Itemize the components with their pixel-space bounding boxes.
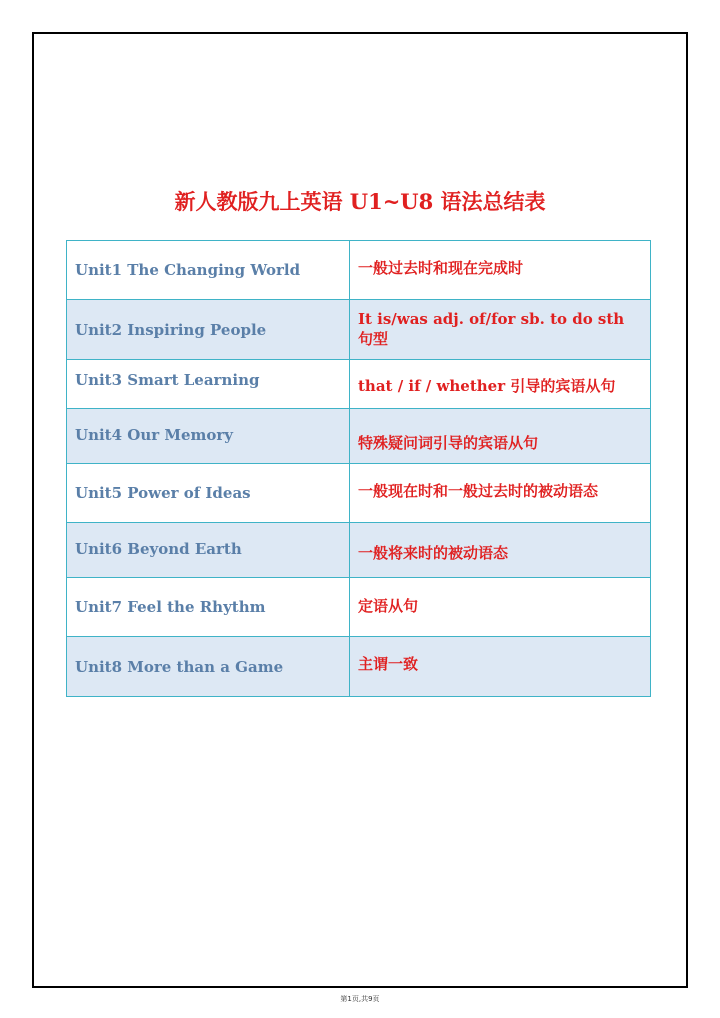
table-row (67, 409, 651, 464)
grammar-table (66, 240, 651, 697)
grammar-cell: It is/was adj. of/for sb. to do sth 句型 (350, 300, 651, 360)
unit-cell: Unit3 Smart Learning (67, 360, 350, 409)
grammar-cell: 定语从句 (350, 578, 651, 637)
table-row (67, 523, 651, 578)
unit-cell: Unit6 Beyond Earth (67, 523, 350, 578)
page-footer: 第1页,共9页 (340, 995, 380, 1003)
grammar-cell: 一般过去时和现在完成时 (350, 241, 651, 300)
grammar-cell: 一般现在时和一般过去时的被动语态 (350, 464, 651, 523)
unit-cell: Unit2 Inspiring People (67, 300, 350, 360)
unit-cell: Unit8 More than a Game (67, 637, 350, 697)
table-row (67, 300, 651, 360)
unit-cell: Unit5 Power of Ideas (67, 464, 350, 523)
grammar-cell: that / if / whether 引导的宾语从句 (350, 360, 651, 409)
page-title: 新人教版九上英语 U1~U8 语法总结表 (174, 189, 546, 214)
grammar-cell: 主谓一致 (350, 637, 651, 697)
unit-cell: Unit4 Our Memory (67, 409, 350, 464)
table-row (67, 637, 651, 697)
grammar-cell: 特殊疑问词引导的宾语从句 (350, 409, 651, 464)
table-row (67, 360, 651, 409)
grammar-cell: 一般将来时的被动语态 (350, 523, 651, 578)
unit-cell: Unit7 Feel the Rhythm (67, 578, 350, 637)
table-row (67, 241, 651, 300)
table-row (67, 464, 651, 523)
table-row (67, 578, 651, 637)
unit-cell: Unit1 The Changing World (67, 241, 350, 300)
